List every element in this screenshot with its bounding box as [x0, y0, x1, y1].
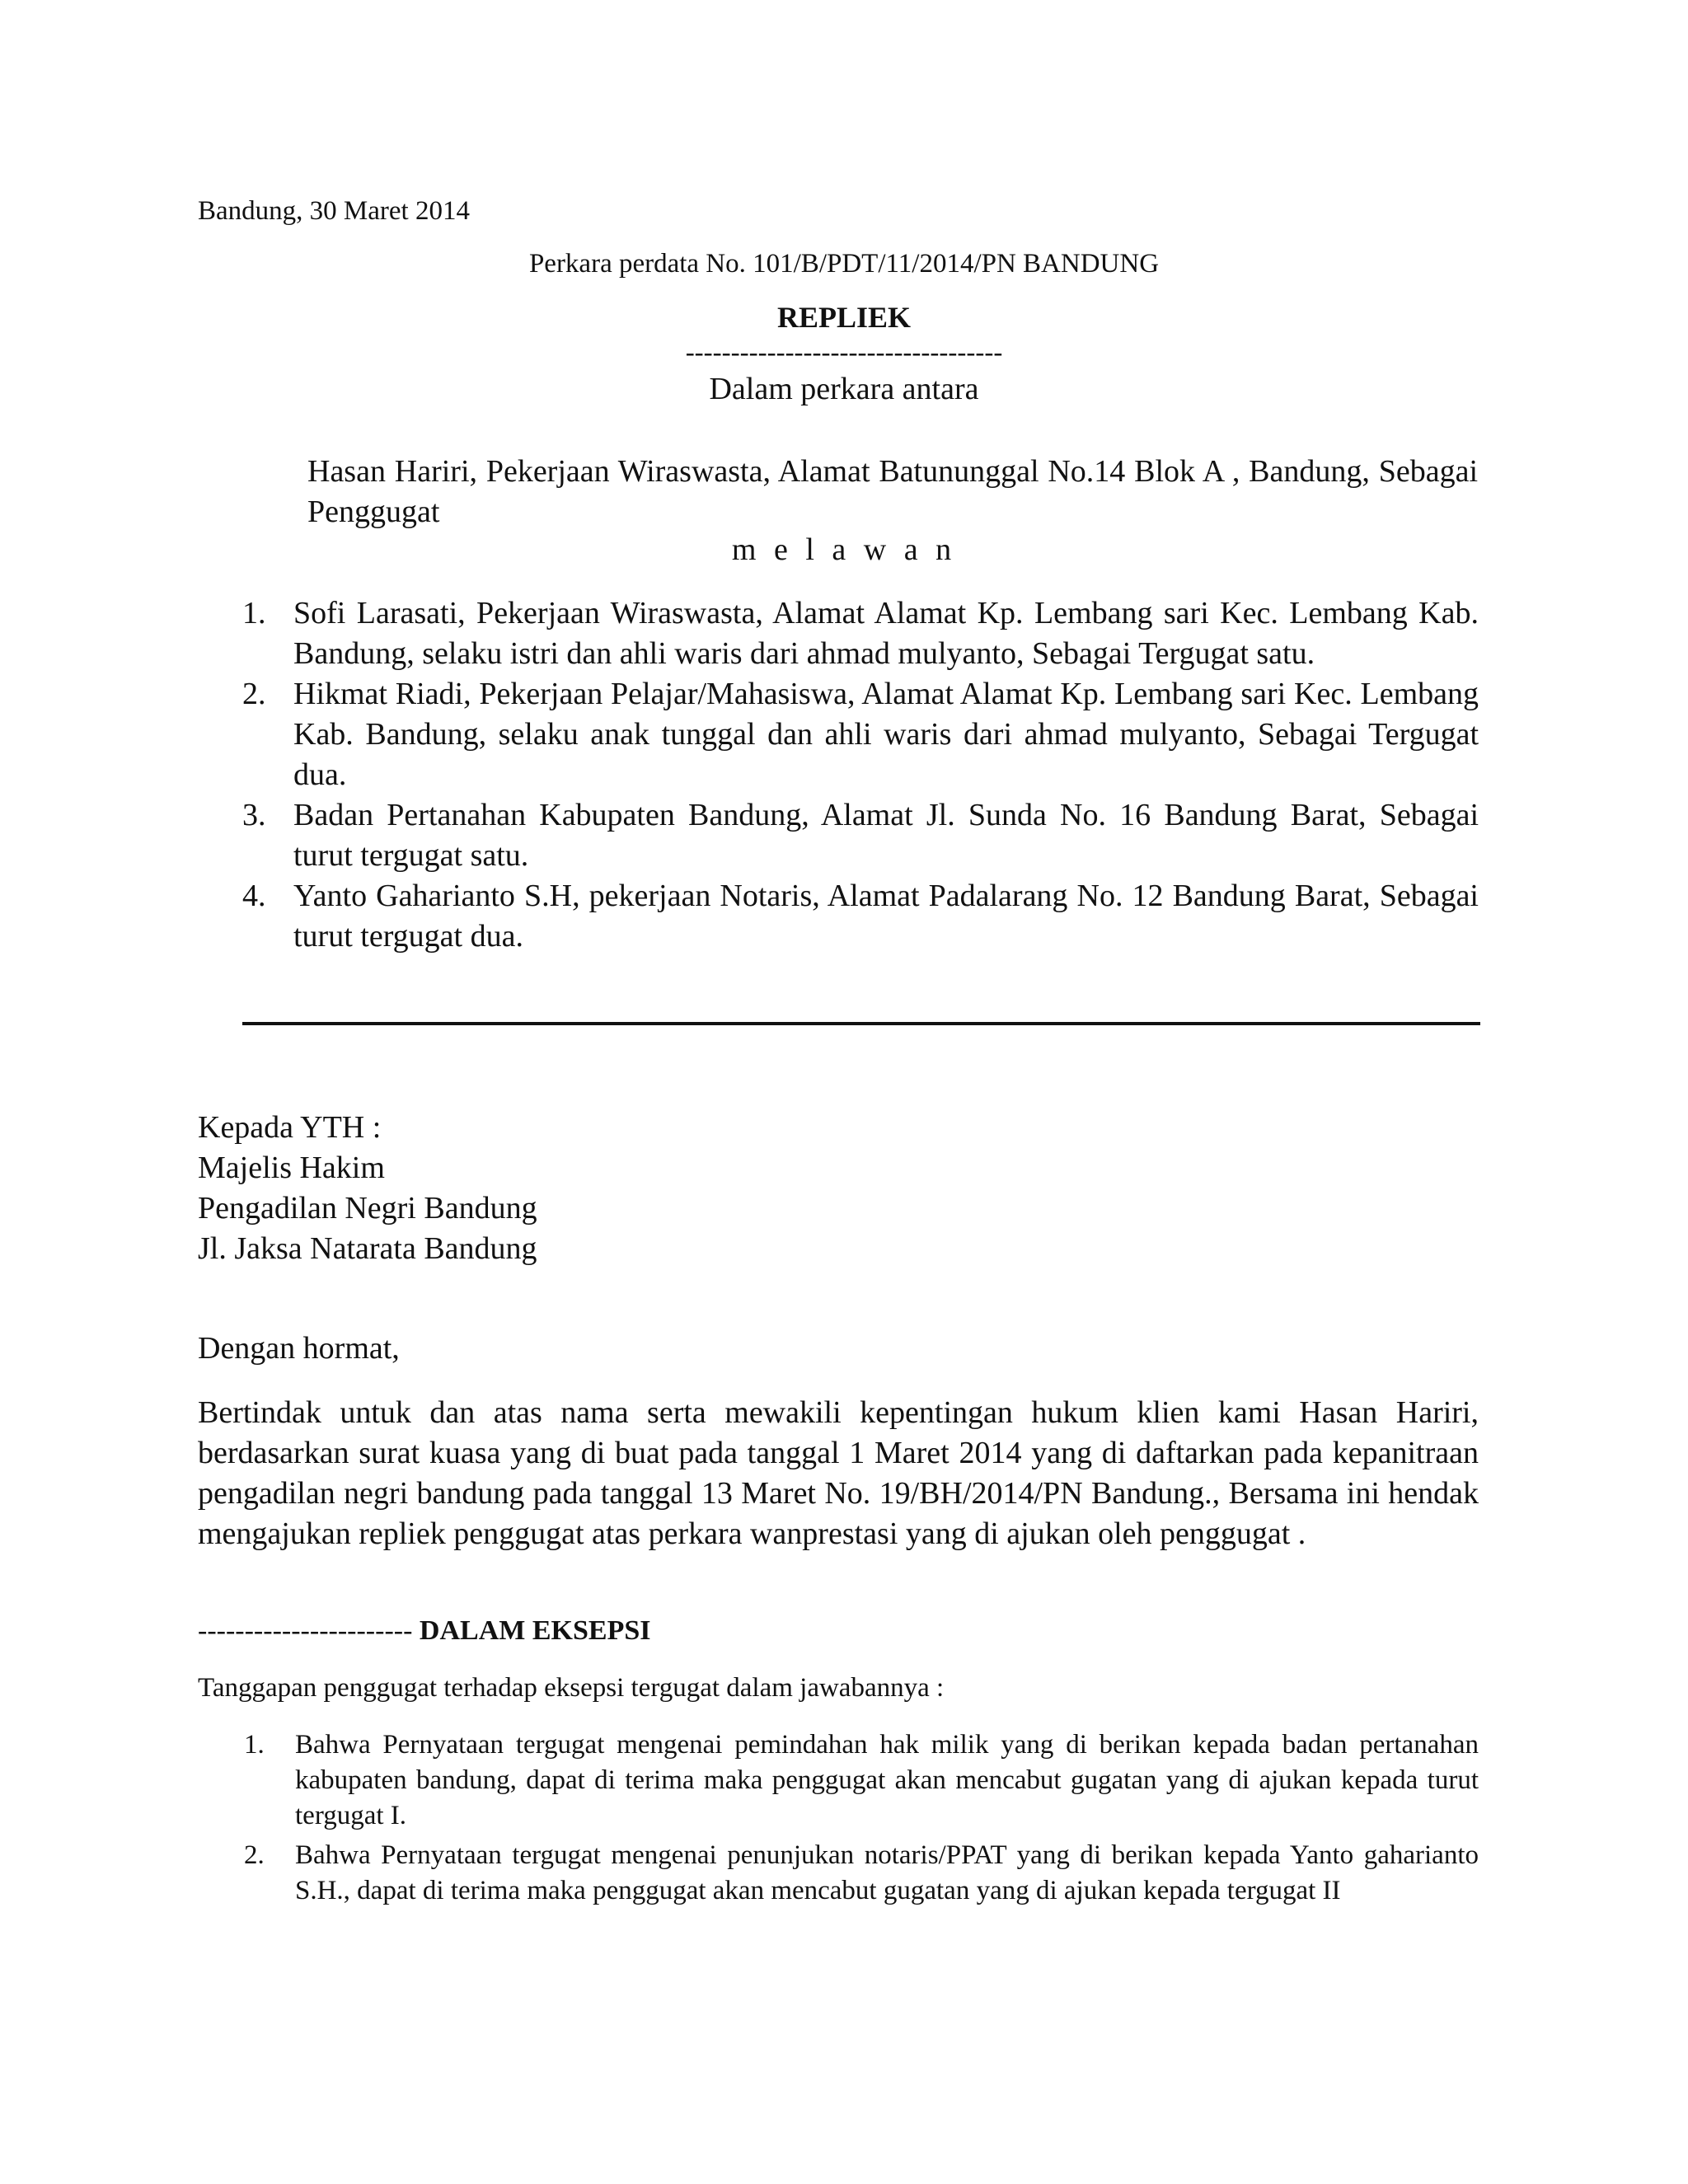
- defendant-item: [242, 593, 1479, 674]
- list-number: 1.: [242, 596, 266, 630]
- body-paragraph: Bertindak untuk dan atas nama serta mewakili kepentingan hukum klien kami Hasan Hariri, berdasarkan surat kuasa yang di buat pada tanggal 1 Maret 2014 yang di daftarkan pada kepanitraan pengadilan negri bandung pada tanggal 13 Maret No. 19/BH/2014/PN Bandung., Bersama ini hendak mengajukan repliek penggugat atas perkara wanprestasi yang di ajukan oleh penggugat .: [198, 1395, 1479, 1551]
- document-title: REPLIEK: [776, 301, 912, 334]
- plaintiff-description: Hasan Hariri, Pekerjaan Wiraswasta, Alamat Batununggal No.14 Blok A , Bandung, Sebagai Penggugat: [307, 454, 1478, 529]
- section-title: DALAM EKSEPSI: [419, 1615, 651, 1646]
- section-heading: [198, 1615, 650, 1647]
- defendant-text: Badan Pertanahan Kabupaten Bandung, Alamat Jl. Sunda No. 16 Bandung Barat, Sebagai turut tergugat satu.: [293, 798, 1479, 873]
- recipient-line: Pengadilan Negri Bandung: [198, 1191, 537, 1226]
- recipient-line: Majelis Hakim: [198, 1151, 385, 1185]
- exception-point: [244, 1727, 1479, 1834]
- exception-points-list: [244, 1727, 1479, 1913]
- defendants-list: [242, 593, 1479, 957]
- exception-point-text: Bahwa Pernyataan tergugat mengenai penunjukan notaris/PPAT yang di berikan kepada Yanto gaharianto S.H., dapat di terima maka penggugat akan mencabut gugatan yang di ajukan kepada tergugat II: [295, 1840, 1479, 1905]
- versus-label: m e l a w a n: [731, 532, 957, 567]
- defendant-text: Sofi Larasati, Pekerjaan Wiraswasta, Alamat Alamat Kp. Lembang sari Kec. Lembang Kab. Bandung, selaku istri dan ahli waris dari ahmad mulyanto, Sebagai Tergugat satu.: [293, 596, 1479, 671]
- list-number: 2.: [244, 1840, 265, 1870]
- defendant-item: [242, 674, 1479, 795]
- greeting: Dengan hormat,: [198, 1331, 400, 1366]
- section-dashes: -----------------------: [198, 1615, 420, 1646]
- list-number: 3.: [242, 798, 266, 832]
- section-intro: Tanggapan penggugat terhadap eksepsi tergugat dalam jawabannya :: [198, 1673, 945, 1703]
- title-underline-dashes: -----------------------------------: [685, 338, 1003, 368]
- recipient-line: Kepada YTH :: [198, 1110, 382, 1145]
- list-number: 2.: [242, 677, 266, 711]
- horizontal-divider: [242, 1022, 1480, 1025]
- list-number: 4.: [242, 879, 266, 913]
- exception-point-text: Bahwa Pernyataan tergugat mengenai pemindahan hak milik yang di berikan kepada badan pertanahan kabupaten bandung, dapat di terima maka penggugat akan mencabut gugatan yang di ajukan kepada turut tergugat I.: [295, 1730, 1479, 1830]
- recipient-line: Jl. Jaksa Natarata Bandung: [198, 1231, 537, 1266]
- case-number: Perkara perdata No. 101/B/PDT/11/2014/PN BANDUNG: [528, 249, 1160, 279]
- defendant-item: [242, 876, 1479, 957]
- document-subtitle: Dalam perkara antara: [709, 372, 979, 406]
- recipient-address: [198, 1108, 537, 1269]
- defendant-item: [242, 795, 1479, 876]
- list-number: 1.: [244, 1730, 265, 1760]
- defendant-text: Yanto Gaharianto S.H, pekerjaan Notaris, Alamat Padalarang No. 12 Bandung Barat, Sebagai turut tergugat dua.: [293, 879, 1479, 954]
- defendant-text: Hikmat Riadi, Pekerjaan Pelajar/Mahasiswa, Alamat Alamat Kp. Lembang sari Kec. Lembang Kab. Bandung, selaku anak tunggal dan ahli waris dari ahmad mulyanto, Sebagai Tergugat dua.: [293, 677, 1479, 792]
- letter-date: Bandung, 30 Maret 2014: [198, 196, 470, 226]
- exception-point: [244, 1838, 1479, 1909]
